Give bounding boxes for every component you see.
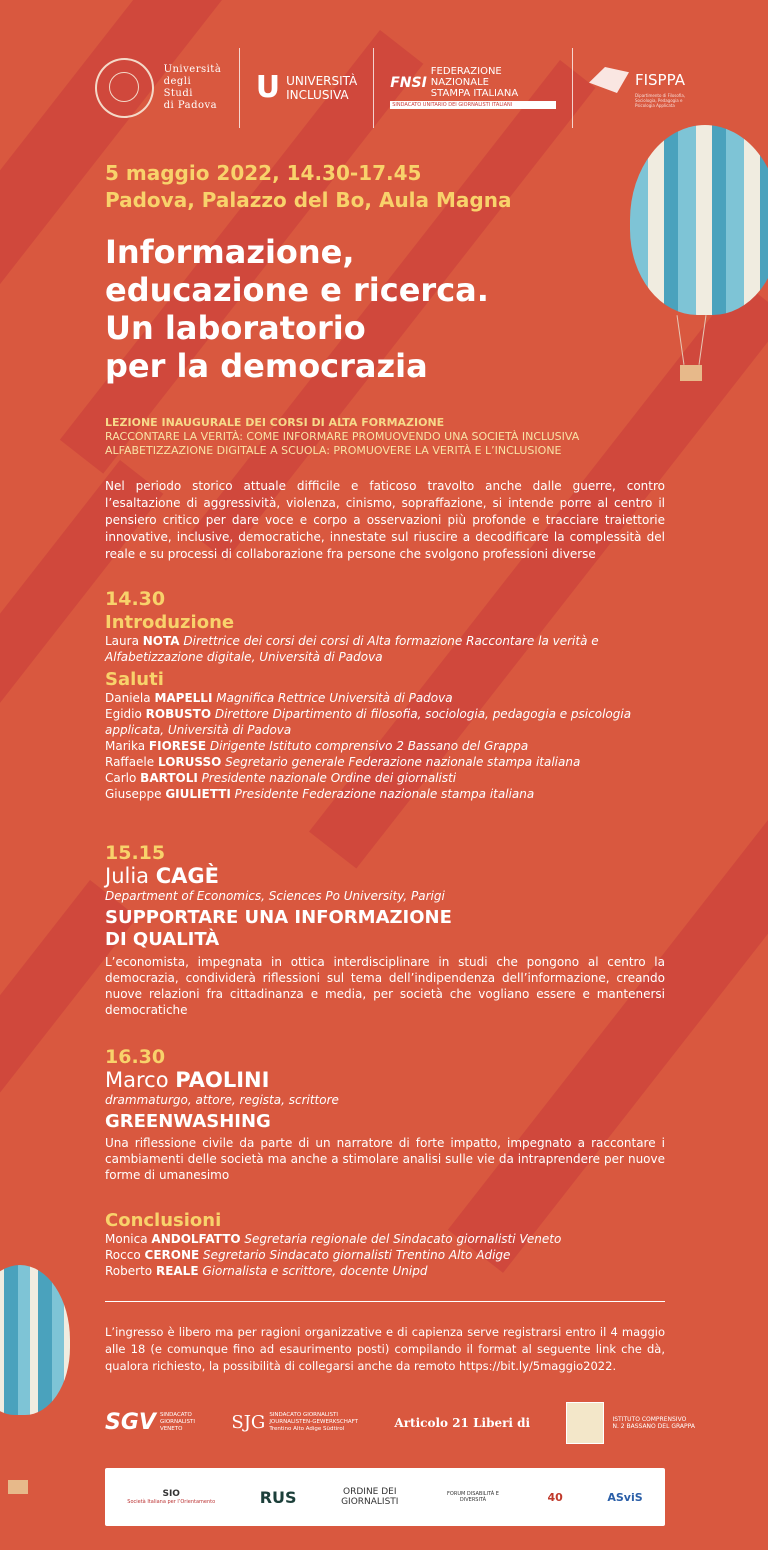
balloon-basket [680,365,702,381]
divider [239,48,240,128]
speaker-first-name: Rocco [105,1248,141,1262]
fnsi-subtitle: SINDACATO UNITARIO DEI GIORNALISTI ITALIANI [390,101,556,109]
intro-paragraph: Nel periodo storico attuale difficile e faticoso travolto anche dalle guerre, contro l’esaltazione di aggressività, violenza, cinismo, sopraffazione, si intende porre al centro il pensiero critico per dare voce e corpo a osservazioni più profonde e tracciare traiettorie innovative, inclusive, democratiche, innestate sul riuscire a decodificare la complessità del reale e su processi di collaborazione fra persone che svolgono professioni diverse [105,479,665,561]
registration-note: L’ingresso è libero ma per ragioni organizzative e di capienza serve registrarsi entro il 4 maggio alle 18 (e comunque fino ad esaurimento posti) compilando il format al seguente link che dà, qualora richiesto, la possibilità di collegarsi anche da remoto https://bit.ly/5maggio2022. [105,1325,665,1373]
speaker-last-name: ROBUSTO [145,707,212,721]
divider [572,48,573,128]
talk-title-line: DI QUALITÀ [105,929,220,950]
section-title-saluti: Saluti [105,669,164,690]
speaker-row [105,770,665,786]
talk-title [105,907,665,951]
sjg-logo [231,1412,358,1433]
speaker-role [105,1092,665,1108]
speaker-last-name: NOTA [142,634,180,648]
talk-title-line: SUPPORTARE UNA INFORMAZIONE [105,907,452,928]
speaker-role: Direttore Dipartimento di filosofia, sociologia, pedagogia e psicologia applicata, Università di Padova [105,707,632,737]
speaker-last-name: REALE [155,1264,199,1278]
fnsi-name-line: STAMPA ITALIANA [430,88,519,99]
speaker-row [105,706,665,738]
asvis-logo: ASviS [607,1490,643,1504]
speaker-last-name: LORUSSO [157,755,222,769]
sio-name: SIO [162,1489,180,1499]
forum-disabilita-logo: FORUM DISABILITÀ E DIVERSITÀ [447,1491,499,1503]
ordine-giornalisti-logo [341,1487,398,1507]
fnsi-name-line: FEDERAZIONE NAZIONALE [430,66,502,88]
speaker-last-name: ANDOLFATTO [151,1232,241,1246]
subtitle-courses [105,430,665,458]
speaker-first-name: Roberto [105,1264,153,1278]
speaker-first-name: Monica [105,1232,148,1246]
sgv-name-line: VENETO [159,1426,183,1432]
speaker-first-name: Egidio [105,707,142,721]
speaker-row [105,690,665,706]
unipd-logo [95,58,223,118]
speaker-last-name: FIORESE [148,739,207,753]
ic-bassano-logo [566,1402,695,1444]
balloon-basket [8,1480,28,1494]
universita-inclusiva-logo [255,69,358,105]
sjg-name-line: Trentino Alto Adige Südtirol [269,1426,345,1432]
partner-logos-strip [105,1468,665,1526]
speaker-first-name: Julia [105,864,150,888]
ordine-line: ORDINE DEI [343,1487,397,1497]
ui-logo-mark: U [255,69,281,105]
speaker-first-name: Marco [105,1068,169,1092]
talk-description: Una riflessione civile da parte di un narratore di forte impatto, impegnato a raccontare i cambiamenti delle società ma anche a stimolare analisi sulle vie da intraprendere per nuove forme di umanesimo [105,1136,665,1182]
speaker-name [105,1068,665,1092]
program-block-1515 [105,842,665,1018]
speaker-last-name: CAGÈ [155,864,219,888]
ui-name-line: INCLUSIVA [286,87,349,102]
program-block-1630 [105,1046,665,1183]
speaker-last-name: CERONE [144,1248,200,1262]
speaker-row [105,1263,665,1279]
title-line: per la democrazia [105,347,428,385]
section-title-introduzione: Introduzione [105,612,235,633]
footer-divider [105,1301,665,1302]
speaker-role: Magnifica Rettrice Università di Padova [216,691,453,705]
speaker-role: Segretaria regionale del Sindacato giornalisti Veneto [244,1232,562,1246]
program-block-1430 [105,588,665,802]
speaker-name [105,864,665,888]
unipd-seal-icon [95,58,154,118]
speaker-row [105,1231,665,1247]
speaker-first-name: Laura [105,634,139,648]
speaker-first-name: Marika [105,739,146,753]
ui-name-line: UNIVERSITÀ [286,73,358,88]
talk-description: L’economista, impegnata in ottica interdisciplinare in studi che pongono al centro la democrazia, condividerà riflessioni sul tema dell’indipendenza dell’informazione, creando nuove relazioni fra cittadinanza e media, per società che vogliano essere e mantenersi democratiche [105,955,665,1017]
course-line: ALFABETIZZAZIONE DIGITALE A SCUOLA: PROMUOVERE LA VERITÀ E L’INCLUSIONE [105,444,562,457]
ic-name-line: ISTITUTO COMPRENSIVO [612,1415,687,1423]
speaker-first-name: Raffaele [105,755,155,769]
time-label: 16.30 [105,1046,166,1068]
speaker-role: Segretario generale Federazione nazionale stampa italiana [225,755,581,769]
course-line: RACCONTARE LA VERITÀ: COME INFORMARE PROMUOVENDO UNA SOCIETÀ INCLUSIVA [105,430,580,443]
speaker-row [105,1247,665,1263]
sio-logo [127,1489,215,1505]
fisppa-name: FISPPA [634,71,685,89]
sgv-logo [105,1410,195,1435]
speaker-role-text: drammaturgo, attore, regista, scrittore [105,1093,339,1107]
program-conclusioni [105,1210,665,1279]
speaker-role: Dirigente Istituto comprensivo 2 Bassano del Grappa [209,739,529,753]
event-date-place [105,160,511,214]
time-label: 14.30 [105,588,166,610]
speaker-role-text: Department of Economics, Sciences Po University, Parigi [105,889,445,903]
crest-icon [566,1402,604,1444]
speaker-last-name: GIULIETTI [165,787,231,801]
speaker-first-name: Daniela [105,691,151,705]
header-logos [95,45,695,130]
sjg-name-line: SINDACATO GIORNALISTI [269,1412,339,1418]
speaker-row [105,786,665,802]
speaker-row [105,633,665,665]
speaker-role: Segretario Sindacato giornalisti Trentino Alto Adige [203,1248,511,1262]
speaker-last-name: BARTOLI [140,771,198,785]
title-line: Un laboratorio [105,309,366,347]
ic-name-line: N. 2 BASSANO DEL GRAPPA [612,1422,695,1430]
speaker-role: Giornalista e scrittore, docente Unipd [202,1264,428,1278]
event-date: 5 maggio 2022, 14.30-17.45 [105,161,422,185]
speaker-row [105,738,665,754]
speaker-role: Presidente Federazione nazionale stampa italiana [234,787,535,801]
event-title [105,233,625,385]
unipd-name-line: Università [163,63,222,75]
sjg-logo-mark: SJG [231,1412,266,1433]
title-line: Informazione, [105,233,355,271]
time-label: 15.15 [105,842,166,864]
title-line: educazione e ricerca. [105,271,489,309]
fisppa-subtitle: Dipartimento di Filosofia, Sociologia, Pedagogia e Psicologia Applicata [634,93,686,108]
rus-logo: RUS [259,1487,297,1507]
speaker-last-name: PAOLINI [175,1068,270,1092]
fnsi-logo-mark: FNSI [390,74,427,91]
fisppa-logo-icon [589,67,629,93]
balloon-illustration [0,1265,70,1415]
speaker-first-name: Carlo [105,771,137,785]
ordine-line: GIORNALISTI [341,1497,399,1507]
unipd-name-line: di Padova [163,99,218,111]
forty-logo: 40 [547,1490,563,1504]
sgv-logo-mark: SGV [105,1410,156,1435]
sgv-name-line: GIORNALISTI [159,1419,196,1425]
speaker-last-name: MAPELLI [154,691,213,705]
speaker-role: Direttrice dei corsi dei corsi di Alta formazione Raccontare la verità e Alfabetizzazione digitale, Università di Padova [105,634,599,664]
fisppa-logo [589,67,695,108]
sio-subtitle: Società Italiana per l’Orientamento [127,1499,216,1505]
divider [373,48,374,128]
sgv-name-line: SINDACATO [159,1412,192,1418]
talk-title: GREENWASHING [105,1111,271,1132]
organizer-logos [105,1400,695,1445]
fnsi-logo [390,66,556,109]
speaker-first-name: Giuseppe [105,787,162,801]
speaker-role [105,888,665,904]
sjg-name-line: JOURNALISTEN-GEWERKSCHAFT [269,1419,359,1425]
unipd-name-line: degli Studi [163,75,193,99]
section-title-conclusioni: Conclusioni [105,1210,222,1231]
balloon-illustration [630,125,768,315]
event-place: Padova, Palazzo del Bo, Aula Magna [105,188,512,212]
speaker-row [105,754,665,770]
subtitle-lezione: LEZIONE INAUGURALE DEI CORSI DI ALTA FORMAZIONE [105,416,445,429]
speaker-role: Presidente nazionale Ordine dei giornalisti [201,771,457,785]
articolo21-logo: Articolo 21 Liberi di [394,1415,531,1430]
